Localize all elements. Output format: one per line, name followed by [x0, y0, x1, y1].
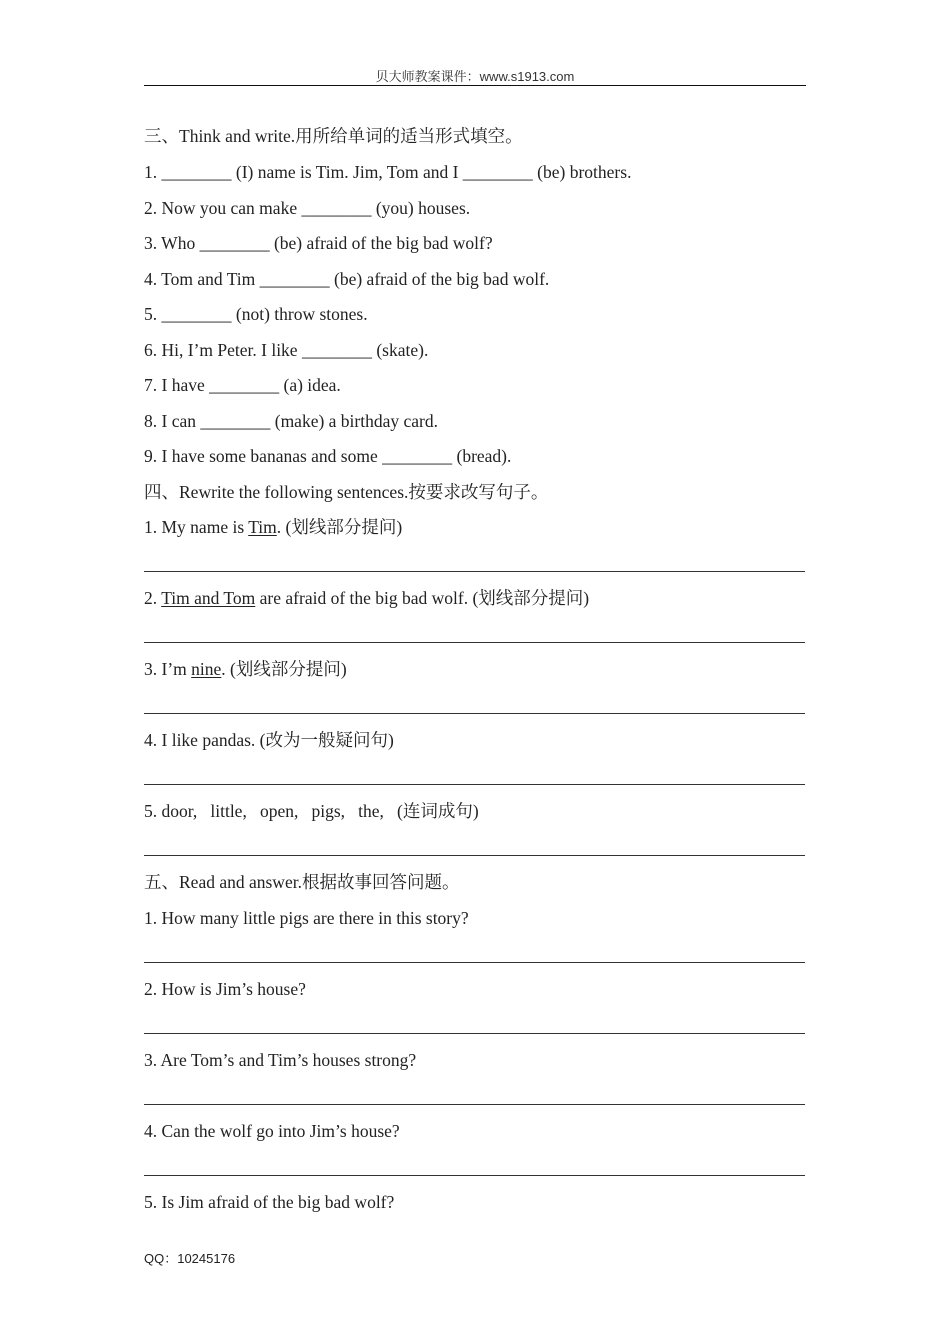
section3-item-2: 2. Now you can make ________ (you) houses. [144, 198, 471, 218]
section3-item-9: 9. I have some bananas and some ________ (bread). [144, 446, 512, 466]
question-text: 5. door, little, open, pigs, the, (连词成句) [144, 801, 479, 821]
answer-line[interactable] [144, 962, 805, 963]
underlined-word: Tim [248, 517, 277, 537]
question-note: . (划线部分提问) [276, 517, 403, 537]
section3-item-7: 7. I have ________ (a) idea. [144, 375, 341, 395]
section4-item-3 [144, 658, 347, 680]
question-note: are afraid of the big bad wolf. (划线部分提问) [255, 588, 590, 608]
question-text: 3. I’m [144, 659, 192, 679]
answer-line[interactable] [144, 855, 805, 856]
section5-item-1: 1. How many little pigs are there in this story? [144, 908, 469, 928]
answer-line[interactable] [144, 1033, 805, 1034]
question-note: . (划线部分提问) [221, 659, 347, 679]
section4-item-2 [144, 587, 589, 609]
answer-line[interactable] [144, 1175, 805, 1176]
section3-item-3: 3. Who ________ (be) afraid of the big bad wolf? [144, 233, 493, 253]
section3-item-8: 8. I can ________ (make) a birthday card. [144, 411, 438, 431]
section3-title: 三、Think and write.用所给单词的适当形式填空。 [144, 126, 523, 146]
question-text: 2. [144, 588, 162, 608]
section4-item-1 [144, 516, 402, 538]
section3-item-1: 1. ________ (I) name is Tim. Jim, Tom and I ________ (be) brothers. [144, 162, 632, 182]
section5-item-2: 2. How is Jim’s house? [144, 979, 306, 999]
answer-line[interactable] [144, 1104, 805, 1105]
section4-title: 四、Rewrite the following sentences.按要求改写句子。 [144, 482, 549, 502]
underlined-word: nine [191, 659, 222, 679]
question-text: 1. My name is [144, 517, 249, 537]
section5-item-4: 4. Can the wolf go into Jim’s house? [144, 1121, 400, 1141]
answer-line[interactable] [144, 571, 805, 572]
section4-item-4 [144, 729, 394, 751]
page-header: 贝大师教案课件：www.s1913.com [375, 69, 575, 84]
underlined-word: Tim and Tom [161, 588, 256, 608]
section5-title: 五、Read and answer.根据故事回答问题。 [144, 872, 460, 892]
answer-line[interactable] [144, 642, 805, 643]
question-text: 4. I like pandas. (改为一般疑问句) [144, 730, 394, 750]
section5-item-3: 3. Are Tom’s and Tim’s houses strong? [144, 1050, 417, 1070]
section3-item-4: 4. Tom and Tim ________ (be) afraid of the big bad wolf. [144, 269, 550, 289]
answer-line[interactable] [144, 713, 805, 714]
page-footer: QQ：10245176 [144, 1251, 236, 1266]
section5-item-5: 5. Is Jim afraid of the big bad wolf? [144, 1192, 395, 1212]
section3-item-5: 5. ________ (not) throw stones. [144, 304, 368, 324]
section4-item-5 [144, 800, 479, 822]
header-rule [144, 85, 806, 86]
answer-line[interactable] [144, 784, 805, 785]
section3-item-6: 6. Hi, I’m Peter. I like ________ (skate). [144, 340, 429, 360]
